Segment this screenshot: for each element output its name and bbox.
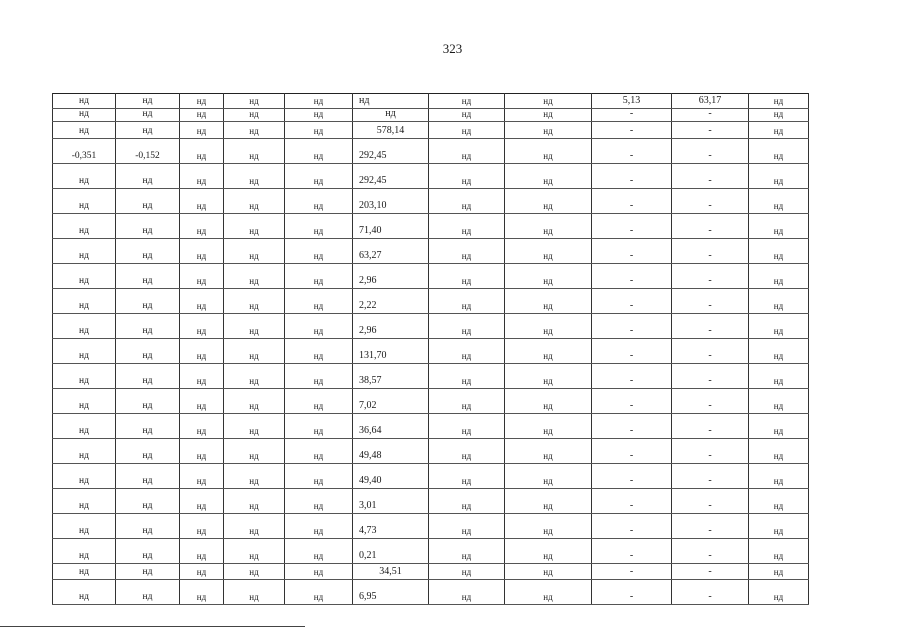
table-cell: нд	[53, 389, 116, 414]
table-cell: нд	[285, 164, 353, 189]
table-cell: нд	[180, 364, 224, 389]
table-cell: 0,21	[353, 539, 429, 564]
table-cell: 5,13	[592, 94, 672, 109]
table-cell: -	[592, 289, 672, 314]
table-cell: -	[592, 464, 672, 489]
table-cell: нд	[285, 264, 353, 289]
table-cell: нд	[180, 339, 224, 364]
table-cell: -	[592, 389, 672, 414]
table-cell: -	[672, 239, 749, 264]
table-cell: нд	[180, 94, 224, 109]
table-cell: нд	[429, 214, 505, 239]
table-cell: нд	[505, 122, 592, 139]
footer-rule	[0, 626, 305, 627]
table-cell: нд	[285, 439, 353, 464]
table-cell: нд	[285, 289, 353, 314]
table-cell: нд	[429, 464, 505, 489]
table-cell: 3,01	[353, 489, 429, 514]
table-cell: нд	[224, 564, 285, 580]
table-cell: нд	[116, 464, 180, 489]
table-cell: 63,17	[672, 94, 749, 109]
table-cell: -	[672, 564, 749, 580]
table-cell: нд	[53, 214, 116, 239]
table-cell: 34,51	[353, 564, 429, 580]
table-row	[53, 109, 809, 122]
table-cell: нд	[180, 580, 224, 605]
table-cell: нд	[505, 214, 592, 239]
table-cell: нд	[116, 439, 180, 464]
table-cell: -	[672, 164, 749, 189]
table-cell: нд	[749, 239, 809, 264]
table-cell: -	[592, 314, 672, 339]
table-cell: нд	[505, 264, 592, 289]
table-row	[53, 539, 809, 564]
table-cell: нд	[116, 109, 180, 122]
table-cell: 2,96	[353, 264, 429, 289]
table-cell: нд	[53, 94, 116, 109]
table-cell: нд	[180, 314, 224, 339]
table-cell: нд	[224, 339, 285, 364]
table-row	[53, 414, 809, 439]
table-cell: нд	[224, 489, 285, 514]
table-cell: -	[592, 539, 672, 564]
table-cell: нд	[224, 514, 285, 539]
table-cell: 2,22	[353, 289, 429, 314]
table-cell: нд	[116, 289, 180, 314]
table-cell: нд	[749, 189, 809, 214]
table-cell: 4,73	[353, 514, 429, 539]
table-cell: нд	[53, 414, 116, 439]
table-cell: нд	[224, 94, 285, 109]
table-cell: нд	[749, 489, 809, 514]
table-cell: нд	[224, 289, 285, 314]
table-cell: нд	[749, 109, 809, 122]
table-cell: нд	[749, 164, 809, 189]
table-cell: нд	[505, 564, 592, 580]
table-row	[53, 439, 809, 464]
table-cell: нд	[505, 94, 592, 109]
table-cell: нд	[180, 564, 224, 580]
table-cell: нд	[180, 109, 224, 122]
table-cell: 36,64	[353, 414, 429, 439]
table-cell: -	[672, 514, 749, 539]
table-cell: нд	[505, 164, 592, 189]
table-row	[53, 94, 809, 109]
table-cell: нд	[224, 189, 285, 214]
table-cell: нд	[53, 489, 116, 514]
table-cell: нд	[53, 122, 116, 139]
table-cell: нд	[505, 109, 592, 122]
table-cell: нд	[505, 514, 592, 539]
table-cell: нд	[224, 314, 285, 339]
table-cell: нд	[116, 489, 180, 514]
table-cell: нд	[505, 189, 592, 214]
table-cell: нд	[180, 239, 224, 264]
table-cell: нд	[285, 314, 353, 339]
table-cell: нд	[53, 109, 116, 122]
table-row	[53, 389, 809, 414]
table-cell: нд	[116, 264, 180, 289]
table-row	[53, 314, 809, 339]
table-cell: нд	[429, 264, 505, 289]
table-cell: нд	[285, 580, 353, 605]
table-cell: нд	[353, 109, 429, 122]
table-row	[53, 239, 809, 264]
table-cell: нд	[285, 414, 353, 439]
table-cell: нд	[285, 364, 353, 389]
table-cell: -	[672, 580, 749, 605]
table-cell: нд	[116, 94, 180, 109]
table-row	[53, 189, 809, 214]
table-cell: нд	[224, 389, 285, 414]
table-cell: -	[592, 514, 672, 539]
table-cell: нд	[224, 364, 285, 389]
table-cell: нд	[429, 189, 505, 214]
table-cell: нд	[180, 264, 224, 289]
table-cell: 6,95	[353, 580, 429, 605]
table-cell: нд	[429, 139, 505, 164]
table-cell: нд	[749, 314, 809, 339]
table-cell: нд	[224, 414, 285, 439]
table-cell: нд	[505, 339, 592, 364]
table-cell: нд	[429, 414, 505, 439]
table-cell: нд	[285, 122, 353, 139]
table-cell: нд	[116, 189, 180, 214]
table-cell: нд	[505, 464, 592, 489]
table-cell: нд	[749, 414, 809, 439]
table-cell: нд	[53, 364, 116, 389]
table-cell: нд	[749, 539, 809, 564]
table-cell: -	[592, 264, 672, 289]
table-cell: -	[672, 489, 749, 514]
table-cell: нд	[285, 389, 353, 414]
table-cell: нд	[53, 439, 116, 464]
table-cell: нд	[429, 439, 505, 464]
table-cell: нд	[180, 539, 224, 564]
table-cell: нд	[285, 239, 353, 264]
table-row	[53, 164, 809, 189]
table-cell: -	[592, 214, 672, 239]
table-cell: нд	[505, 580, 592, 605]
table-row	[53, 489, 809, 514]
table-cell: -	[672, 189, 749, 214]
table-cell: нд	[749, 364, 809, 389]
table-cell: нд	[224, 439, 285, 464]
table-cell: нд	[53, 539, 116, 564]
table-cell: -	[592, 189, 672, 214]
table-cell: нд	[749, 264, 809, 289]
table-cell: -	[672, 109, 749, 122]
table-cell: нд	[224, 164, 285, 189]
table-cell: нд	[285, 339, 353, 364]
table-row	[53, 464, 809, 489]
table-cell: -	[672, 122, 749, 139]
table-cell: нд	[285, 539, 353, 564]
table-cell: нд	[53, 464, 116, 489]
table-cell: нд	[505, 139, 592, 164]
table-cell: нд	[429, 489, 505, 514]
table-cell: нд	[180, 139, 224, 164]
table-cell: нд	[749, 122, 809, 139]
table-cell: нд	[116, 364, 180, 389]
table-row	[53, 514, 809, 539]
table-cell: нд	[224, 122, 285, 139]
table-cell: -	[592, 122, 672, 139]
table-cell: нд	[505, 539, 592, 564]
table-cell: -	[672, 539, 749, 564]
table-cell: нд	[429, 122, 505, 139]
table-cell: нд	[749, 464, 809, 489]
table-cell: 203,10	[353, 189, 429, 214]
table-cell: нд	[429, 539, 505, 564]
table-cell: нд	[116, 314, 180, 339]
table-cell: 63,27	[353, 239, 429, 264]
table-cell: -	[592, 364, 672, 389]
table-cell: -	[592, 439, 672, 464]
table-cell: 292,45	[353, 164, 429, 189]
table-cell: нд	[116, 214, 180, 239]
table-cell: нд	[429, 514, 505, 539]
table-row	[53, 122, 809, 139]
table-cell: 49,40	[353, 464, 429, 489]
table-cell: нд	[180, 414, 224, 439]
table-cell: нд	[180, 514, 224, 539]
table-cell: нд	[429, 314, 505, 339]
table-cell: нд	[224, 139, 285, 164]
table-cell: нд	[224, 539, 285, 564]
table-cell: нд	[53, 339, 116, 364]
table-cell: нд	[116, 239, 180, 264]
table-cell: нд	[224, 109, 285, 122]
table-cell: нд	[429, 564, 505, 580]
page-number: 323	[442, 41, 463, 56]
table-cell: нд	[180, 122, 224, 139]
table-cell: нд	[285, 464, 353, 489]
table-cell: нд	[116, 539, 180, 564]
table-cell: нд	[749, 389, 809, 414]
table-cell: нд	[116, 414, 180, 439]
table-cell: 71,40	[353, 214, 429, 239]
table-cell: нд	[180, 464, 224, 489]
table-row	[53, 580, 809, 605]
table-cell: нд	[285, 109, 353, 122]
table-cell: нд	[53, 314, 116, 339]
table-cell: нд	[429, 364, 505, 389]
table-cell: нд	[749, 580, 809, 605]
table-cell: -	[672, 339, 749, 364]
table-cell: нд	[749, 514, 809, 539]
table-cell: нд	[505, 414, 592, 439]
table-cell: 7,02	[353, 389, 429, 414]
table-cell: -	[672, 314, 749, 339]
table-cell: нд	[285, 214, 353, 239]
table-cell: -	[672, 289, 749, 314]
table-cell: нд	[429, 109, 505, 122]
table-cell: -	[592, 489, 672, 514]
table-cell: нд	[53, 264, 116, 289]
table-cell: нд	[505, 489, 592, 514]
table-cell: -	[672, 364, 749, 389]
table-cell: 49,48	[353, 439, 429, 464]
table-cell: нд	[285, 94, 353, 109]
table-cell: нд	[116, 389, 180, 414]
table-cell: нд	[53, 164, 116, 189]
table-cell: нд	[429, 389, 505, 414]
table-cell: нд	[224, 464, 285, 489]
table-cell: нд	[180, 389, 224, 414]
table-cell: -	[592, 580, 672, 605]
table-cell: -	[592, 109, 672, 122]
table-cell: нд	[285, 564, 353, 580]
table-row	[53, 564, 809, 580]
table-cell: нд	[429, 239, 505, 264]
table-cell: нд	[116, 339, 180, 364]
table-cell: нд	[285, 514, 353, 539]
table-cell: 578,14	[353, 122, 429, 139]
table-cell: нд	[53, 514, 116, 539]
table-cell: -0,351	[53, 139, 116, 164]
table-row	[53, 339, 809, 364]
table-cell: нд	[749, 339, 809, 364]
table-cell: -	[592, 239, 672, 264]
table-row	[53, 264, 809, 289]
table-cell: нд	[116, 164, 180, 189]
table-cell: нд	[180, 164, 224, 189]
table-cell: нд	[429, 289, 505, 314]
table-cell: 131,70	[353, 339, 429, 364]
table-cell: нд	[505, 289, 592, 314]
table-cell: нд	[353, 94, 429, 109]
table-cell: нд	[116, 580, 180, 605]
table-cell: нд	[116, 122, 180, 139]
table-cell: нд	[116, 514, 180, 539]
table-cell: нд	[53, 580, 116, 605]
table-cell: -	[672, 389, 749, 414]
table-row	[53, 139, 809, 164]
table-cell: нд	[180, 439, 224, 464]
table-cell: нд	[180, 189, 224, 214]
table-cell: нд	[53, 189, 116, 214]
table-cell: -	[672, 139, 749, 164]
table-cell: нд	[749, 564, 809, 580]
table-cell: -	[672, 264, 749, 289]
table-cell: нд	[53, 564, 116, 580]
table-cell: нд	[180, 289, 224, 314]
table-cell: -	[592, 564, 672, 580]
table-cell: нд	[429, 339, 505, 364]
table-cell: нд	[116, 564, 180, 580]
table-cell: 2,96	[353, 314, 429, 339]
table-cell: -0,152	[116, 139, 180, 164]
table-row	[53, 214, 809, 239]
table-row	[53, 289, 809, 314]
table-cell: нд	[180, 214, 224, 239]
table-cell: нд	[224, 264, 285, 289]
table-cell: нд	[285, 489, 353, 514]
table-cell: нд	[749, 94, 809, 109]
table-cell: -	[592, 414, 672, 439]
table-cell: нд	[429, 164, 505, 189]
table-cell: нд	[505, 439, 592, 464]
table-cell: нд	[429, 580, 505, 605]
table-cell: нд	[180, 489, 224, 514]
table-cell: -	[672, 214, 749, 239]
table-cell: нд	[285, 189, 353, 214]
table-cell: нд	[505, 364, 592, 389]
table-body	[53, 94, 809, 605]
table-cell: -	[592, 339, 672, 364]
table-cell: 292,45	[353, 139, 429, 164]
table-cell: нд	[505, 314, 592, 339]
table-cell: нд	[224, 239, 285, 264]
table-row	[53, 364, 809, 389]
table-cell: -	[672, 439, 749, 464]
table-cell: -	[672, 414, 749, 439]
table-cell: нд	[53, 289, 116, 314]
data-table	[52, 93, 809, 605]
table-cell: нд	[429, 94, 505, 109]
table-cell: нд	[53, 239, 116, 264]
table-cell: нд	[505, 389, 592, 414]
table-cell: -	[592, 164, 672, 189]
table-cell: 38,57	[353, 364, 429, 389]
table-cell: нд	[749, 214, 809, 239]
table-cell: нд	[224, 580, 285, 605]
table-cell: нд	[749, 139, 809, 164]
table-cell: нд	[749, 289, 809, 314]
table-cell: нд	[224, 214, 285, 239]
table-cell: нд	[285, 139, 353, 164]
table-cell: нд	[749, 439, 809, 464]
table-cell: нд	[505, 239, 592, 264]
table-cell: -	[672, 464, 749, 489]
table-cell: -	[592, 139, 672, 164]
